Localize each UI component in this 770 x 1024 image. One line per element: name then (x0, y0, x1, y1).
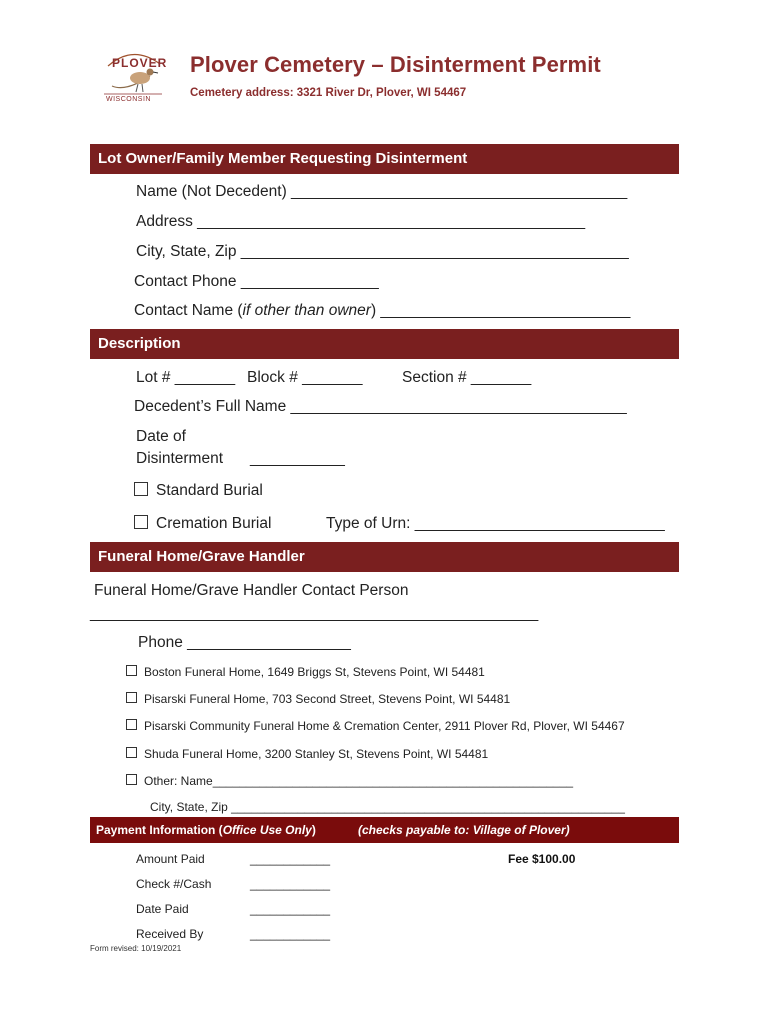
payment-label: Check #/Cash (136, 877, 212, 891)
funeral-option-pisarski[interactable] (126, 692, 510, 706)
decedent-name-field[interactable]: Decedent’s Full Name _______________________________________ (134, 398, 627, 415)
form-revised-date: Form revised: 10/19/2021 (90, 944, 182, 953)
payment-label: Date Paid (136, 902, 189, 916)
funeral-option-label: Boston Funeral Home, 1649 Briggs St, Stevens Point, WI 54481 (144, 665, 485, 679)
received-by-field[interactable]: ____________ (250, 927, 331, 941)
disinterment-date-field[interactable]: ___________ (250, 450, 345, 467)
standard-burial-checkbox[interactable] (134, 482, 148, 496)
standard-burial-label: Standard Burial (156, 482, 263, 499)
standard-burial-option[interactable] (134, 482, 263, 500)
contact-name-field[interactable] (134, 302, 630, 320)
cremation-burial-option[interactable] (134, 515, 271, 533)
funeral-option-pisarski-community[interactable] (126, 719, 625, 733)
funeral-option-label: Pisarski Funeral Home, 703 Second Street, Stevens Point, WI 54481 (144, 692, 511, 706)
funeral-phone-field[interactable]: Phone ___________________ (138, 634, 351, 651)
contact-name-label: Contact Name ( (134, 302, 243, 319)
funeral-option-boston[interactable] (126, 665, 485, 679)
date-label-line2: Disinterment (136, 450, 223, 467)
funeral-option-shuda[interactable] (126, 747, 488, 761)
amount-paid-field[interactable]: ____________ (250, 852, 331, 866)
funeral-option-other[interactable] (126, 774, 573, 788)
contact-name-blank: ) _____________________________ (370, 302, 631, 319)
page-title: Plover Cemetery – Disinterment Permit (190, 52, 601, 77)
other-city-field[interactable]: City, State, Zip ___________________________________________________________ (150, 800, 625, 814)
section-header-funeral-home: Funeral Home/Grave Handler (90, 542, 679, 572)
payment-label: Received By (136, 927, 204, 941)
date-paid-field[interactable]: ____________ (250, 902, 331, 916)
payment-label: Amount Paid (136, 852, 205, 866)
funeral-contact-field[interactable]: ____________________________________________________ (90, 605, 539, 622)
funeral-option-checkbox[interactable] (126, 774, 137, 785)
cremation-burial-checkbox[interactable] (134, 515, 148, 529)
funeral-option-checkbox[interactable] (126, 719, 137, 730)
lot-field[interactable]: Lot # _______ (136, 369, 236, 386)
section-field[interactable]: Section # _______ (402, 369, 532, 386)
funeral-option-checkbox[interactable] (126, 747, 137, 758)
payment-heading-close: ) (311, 823, 316, 837)
funeral-option-checkbox[interactable] (126, 665, 137, 676)
funeral-option-label: Other: Name______________________________________________________ (144, 774, 574, 788)
owner-address-field[interactable]: Address _____________________________________________ (136, 213, 586, 230)
cemetery-address: Cemetery address: 3321 River Dr, Plover, WI 54467 (190, 87, 467, 99)
funeral-option-checkbox[interactable] (126, 692, 137, 703)
urn-type-field[interactable]: Type of Urn: _____________________________ (326, 515, 665, 532)
owner-city-field[interactable]: City, State, Zip _____________________________________________ (136, 243, 629, 260)
payment-heading-note: Office Use Only (222, 823, 312, 837)
contact-name-note: if other than owner (242, 302, 371, 319)
funeral-option-label: Pisarski Community Funeral Home & Cremation Center, 2911 Plover Rd, Plover, WI 54467 (144, 719, 625, 733)
block-field[interactable]: Block # _______ (247, 369, 363, 386)
owner-phone-field[interactable]: Contact Phone ________________ (134, 273, 379, 290)
fee-amount: Fee $100.00 (508, 852, 576, 866)
section-header-payment (90, 817, 679, 843)
section-header-owner: Lot Owner/Family Member Requesting Disinterment (90, 144, 679, 174)
date-label-line1: Date of (136, 428, 186, 445)
funeral-option-label: Shuda Funeral Home, 3200 Stanley St, Stevens Point, WI 54481 (144, 747, 489, 761)
plover-logo (98, 46, 168, 112)
checks-payable-note: (checks payable to: Village of Plover) (358, 823, 570, 837)
payment-heading-label: Payment Information ( (96, 823, 223, 837)
check-cash-field[interactable]: ____________ (250, 877, 331, 891)
funeral-contact-label: Funeral Home/Grave Handler Contact Person (94, 582, 409, 599)
logo-text-top: PLOVER (112, 56, 168, 70)
cremation-burial-label: Cremation Burial (156, 515, 272, 532)
section-header-description: Description (90, 329, 679, 359)
logo-text-bottom: WISCONSIN (106, 96, 151, 103)
owner-name-field[interactable]: Name (Not Decedent) _______________________________________ (136, 183, 628, 200)
